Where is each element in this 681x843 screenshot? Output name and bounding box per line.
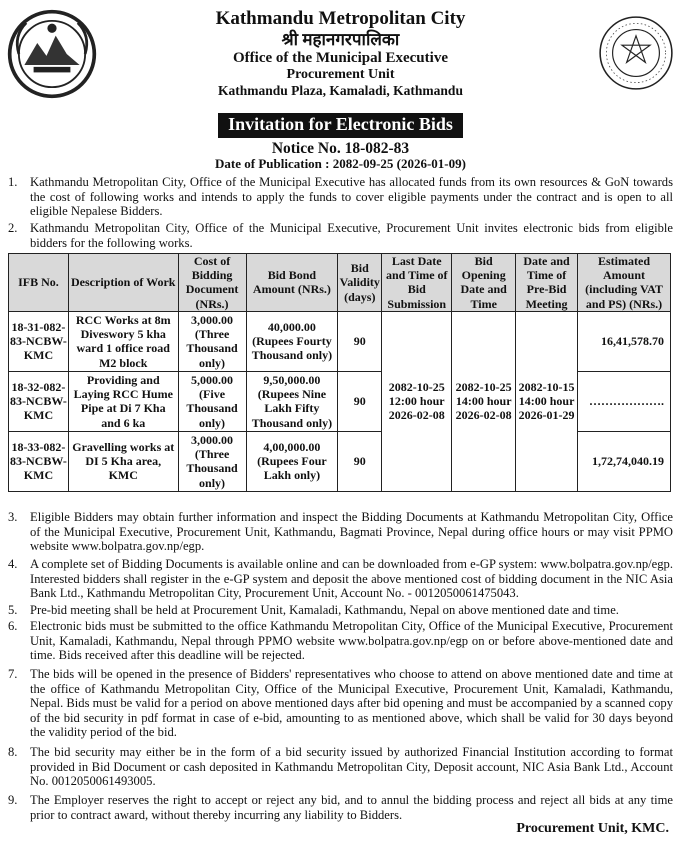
header-submission: Last Date and Time of Bid Submission xyxy=(382,254,452,312)
org-title: Kathmandu Metropolitan City xyxy=(215,8,466,29)
cell-estimate: 16,41,578.70 xyxy=(578,311,671,371)
paragraph-8 xyxy=(8,745,673,789)
cell-description: Gravelling works at DI 5 Kha area, KMC xyxy=(68,431,178,491)
paragraph-number: 7. xyxy=(8,667,18,681)
paragraph-text: Kathmandu Metropolitan City, Office of the Municipal Executive, Procurement Unit invites electronic bids from eligible bidders for the following works. xyxy=(30,221,673,250)
cell-validity: 90 xyxy=(338,311,382,371)
cell-ifb: 18-33-082-83-NCBW-KMC xyxy=(9,431,69,491)
cell-cost: 3,000.00 (Three Thousand only) xyxy=(178,311,246,371)
paragraph-text: The bid security may either be in the form of a bid security issued by authorized Financial Institution according to format provided in Bid Document or cash deposited in Kathmandu Metropolitan City, Deposit account, NIC Asia Bank Ltd., Account No. 0012050061493005. xyxy=(30,745,673,789)
paragraph-number: 4. xyxy=(8,557,18,571)
header-description: Description of Work xyxy=(68,254,178,312)
header-validity: Bid Validity (days) xyxy=(338,254,382,312)
paragraph-text: Kathmandu Metropolitan City, Office of the Municipal Executive has allocated funds from its own resources & GoN towards the cost of following works and intends to apply the funds to cover eligible payments under the contract and is open to all eligible Nepalese Bidders. xyxy=(30,175,673,219)
paragraph-7 xyxy=(8,667,673,740)
cell-validity: 90 xyxy=(338,431,382,491)
paragraph-3 xyxy=(8,510,673,554)
cell-description: Providing and Laying RCC Hume Pipe at Di 7 Kha and 6 ka xyxy=(68,371,178,431)
paragraph-number: 2. xyxy=(8,221,18,235)
notice-number: Notice No. 18-082-83 xyxy=(271,140,410,157)
publication-date: Date of Publication : 2082-09-25 (2026-01-09) xyxy=(215,156,466,172)
cell-submission: 2082-10-25 12:00 hour 2026-02-08 xyxy=(382,311,452,491)
paragraph-text: A complete set of Bidding Documents is available online and can be downloaded from e-GP system: www.bolpatra.gov.np/egp. Interested bidders shall register in the e-GP system and deposit the above mentioned cost of bidding document in the NIC Asia Bank Ltd., Kathmandu Metropolitan City, Procurement Unit, Account No. - 0012050061475043. xyxy=(30,557,673,601)
paragraph-text: Pre-bid meeting shall be held at Procurement Unit, Kamaladi, Kathmandu, Nepal on above mentioned date and time. xyxy=(30,603,619,617)
paragraph-5 xyxy=(8,603,673,618)
paragraph-text: Eligible Bidders may obtain further information and inspect the Bidding Documents at Kathmandu Metropolitan City, Office of the Municipal Executive, Procurement Unit, Kathmandu, Bagmati Province, Nepal during office hours or may visit PPMO website www.bolpatra.gov.np/egp. xyxy=(30,510,673,554)
cell-estimate: ………………. xyxy=(578,371,671,431)
header-estimate: Estimated Amount (including VAT and PS) (NRs.) xyxy=(578,254,671,312)
paragraph-text: The bids will be opened in the presence of Bidders' representatives who choose to attend on above mentioned date and time at the office of Kathmandu Metropolitan City, Office of the Municipal Executive, Procurement Unit, Kamaladi, Kathmandu, Nepal. Bids must be valid for a period on above mentioned days after bid opening and must be accompanied by a scanned copy of the bid security in pdf format in case of e-bid, amounting to as mentioned above, which shall be valid for 30 days beyond the validity period of the bid. xyxy=(30,667,673,740)
notice-block xyxy=(0,140,681,171)
cell-estimate: 1,72,74,040.19 xyxy=(578,431,671,491)
cell-ifb: 18-32-082-83-NCBW-KMC xyxy=(9,371,69,431)
org-nepali-name: श्री महानगरपालिका xyxy=(281,30,400,50)
cell-description: RCC Works at 8m Diveswory 5 kha ward 1 office road M2 block xyxy=(68,311,178,371)
table-row xyxy=(9,311,671,371)
cell-opening: 2082-10-25 14:00 hour 2026-02-08 xyxy=(452,311,516,491)
header-prebid: Date and Time of Pre-Bid Meeting xyxy=(516,254,578,312)
unit-name: Procurement Unit xyxy=(286,67,395,83)
paragraph-number: 8. xyxy=(8,745,18,759)
header-opening: Bid Opening Date and Time xyxy=(452,254,516,312)
header-ifb: IFB No. xyxy=(9,254,69,312)
paragraph-6 xyxy=(8,619,673,663)
letterhead xyxy=(100,8,581,98)
bids-table xyxy=(8,253,671,492)
paragraph-9 xyxy=(8,793,673,822)
cell-prebid: 2082-10-15 14:00 hour 2026-01-29 xyxy=(516,311,578,491)
banner-title: Invitation for Electronic Bids xyxy=(218,113,463,138)
paragraph-number: 6. xyxy=(8,619,18,633)
cell-bond: 9,50,000.00 (Rupees Nine Lakh Fifty Thousand only) xyxy=(246,371,338,431)
signature: Procurement Unit, KMC. xyxy=(516,821,669,836)
paragraph-4 xyxy=(8,557,673,601)
cell-cost: 3,000.00 (Three Thousand only) xyxy=(178,431,246,491)
document-banner xyxy=(0,113,681,138)
paragraph-number: 1. xyxy=(8,175,18,189)
cell-bond: 40,000.00 (Rupees Fourty Thousand only) xyxy=(246,311,338,371)
cell-validity: 90 xyxy=(338,371,382,431)
paragraph-text: Electronic bids must be submitted to the office Kathmandu Metropolitan City, Office of the Municipal Executive, Procurement Unit, Kamaladi, Kathmandu, Nepal through PPMO website www.bolpatra.gov.np/egp on or before above-mentioned date and time. Bids received after this deadline will be rejected. xyxy=(30,619,673,663)
paragraph-1 xyxy=(8,175,673,219)
kmc-emblem-logo xyxy=(6,8,98,100)
cell-bond: 4,00,000.00 (Rupees Four Lakh only) xyxy=(246,431,338,491)
paragraph-2 xyxy=(8,221,673,250)
paragraph-number: 3. xyxy=(8,510,18,524)
org-address: Kathmandu Plaza, Kamaladi, Kathmandu xyxy=(218,82,463,98)
paragraph-number: 9. xyxy=(8,793,18,807)
cell-cost: 5,000.00 (Five Thousand only) xyxy=(178,371,246,431)
header-cost: Cost of Bidding Document (NRs.) xyxy=(178,254,246,312)
office-name: Office of the Municipal Executive xyxy=(233,50,448,67)
kmc-seal-logo xyxy=(597,14,675,92)
header-bond: Bid Bond Amount (NRs.) xyxy=(246,254,338,312)
paragraph-number: 5. xyxy=(8,603,18,617)
table-header-row xyxy=(9,254,671,312)
paragraph-text: The Employer reserves the right to accept or reject any bid, and to annul the bidding process and reject all bids at any time prior to contract award, without thereby incurring any liability to Bidders. xyxy=(30,793,673,822)
cell-ifb: 18-31-082-83-NCBW-KMC xyxy=(9,311,69,371)
